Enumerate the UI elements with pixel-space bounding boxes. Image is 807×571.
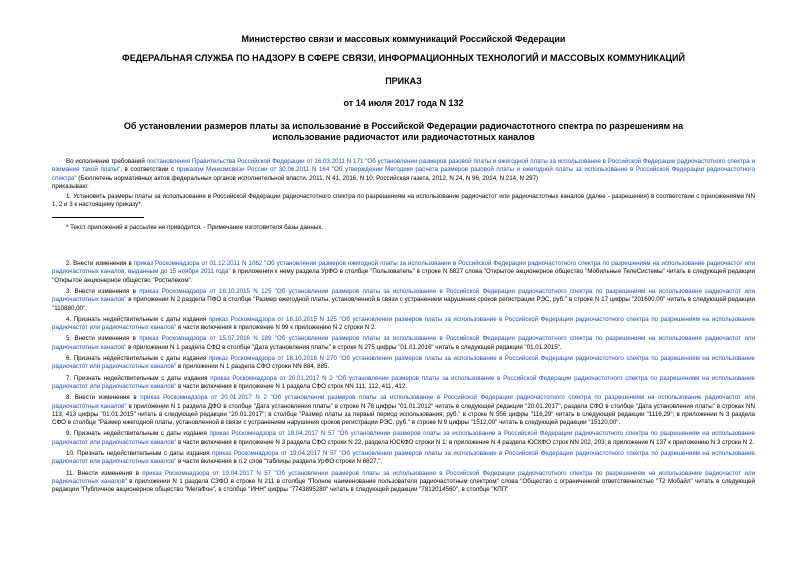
link-government-decree[interactable]: постановления Правительства Российской Федерации от 16.03.2011 N 171 "Об установлении размеров разовой платы и ежегодной платы за использование в Российской Федерации радиочастотного спектра и взимания такой платы": [52, 158, 755, 174]
item-text: в части включения в приложение N 99 к приложению N 2 строки N 2.: [176, 324, 377, 332]
order-link[interactable]: приказ Роскомнадзора от 19.04.2017 N 57 "Об установлении размеров платы за использование в Российской Федерации радиочастотного спектра по разрешениям на использование радиочастот или радиочастотных каналов": [52, 469, 756, 485]
item-text: в приложении N 1 раздела СЗФО в строке N 211 в столбце "Полное наименование пользователя радиочастотным спектром" слова "Общество с ограниченной ответственностью "Т2 Мобайл" читать в следующей редакции "Публичное акционерное общество "МегаФон", в столбце "ИНН" цифры "7743895280" читать в следующей редакции "7812014560", в столбце "КПП": [52, 477, 755, 494]
item-text: в части включения в п.2 слов "таблицы раздела УрФО строки N 6827,".: [176, 458, 383, 466]
item-text: 9. Признать недействительным с даты издания: [66, 430, 210, 438]
item-text: 10. Признать недействительным с даты издания: [66, 450, 213, 458]
document-date: от 14 июля 2017 года N 132: [343, 98, 464, 108]
document-kind: ПРИКАЗ: [385, 76, 422, 86]
list-item: [52, 430, 755, 447]
order-link[interactable]: приказ Роскомнадзора от 20.01.2017 N 2 "Об установлении размеров платы за использование в Российской Федерации радиочастотного спектра по разрешениям на использование радиочастот или радиочастотных каналов": [52, 394, 756, 410]
footnote-divider: [52, 217, 144, 218]
item-text: в приложении N 1 раздела СФО в столбце "Дата установления платы" в строке N 275 цифры "01.01.2016" читать в следующей редакции "01.01.2015".: [126, 343, 562, 351]
item-text: в приложении к нему раздела УрФО в столбце "Пользователь" в строке N 6827 слова "Открытое акционерное общество "Мобильные ТелеСистемы" читать в следующей редакции "Открытое акционерное общество "Ростелеком".: [52, 268, 755, 284]
link-ministry-order[interactable]: приказом Минкомсвязи России от 30.06.2011 N 164 "Об утверждении Методики расчета размеров разовой платы и ежегодной платы за использование в Российской Федерации радиочастотного спектра": [52, 166, 755, 182]
list-item: [52, 335, 755, 352]
list-item: [52, 450, 755, 467]
item-text: 2. Внести изменения в: [66, 260, 134, 268]
item-1: 1. Установить размеры платы за использование в Российской Федерации радиочастотного спектра по разрешениям на использование радиочастот или радиочастотных каналов (далее - разрешения) в соответствии с приложениями NN 1, 2 и 3 к настоящему приказу*.: [52, 193, 755, 209]
intro-text-a: Во исполнение требований: [66, 158, 147, 165]
item-text: 8. Внести изменения в: [66, 394, 141, 402]
list-item: [52, 260, 755, 285]
list-item: [52, 394, 755, 427]
items-list: [52, 260, 755, 494]
list-item: [52, 470, 755, 495]
intro-paragraph: [52, 158, 755, 183]
order-link[interactable]: приказ Роскомнадзора от 18.10.2016 N 270 "Об установлении размеров платы за использование в Российской Федерации радиочастотного спектра по разрешениям на использование радиочастот или радиочастотных каналов": [52, 355, 755, 371]
order-word: приказываю:: [52, 182, 89, 190]
intro-text-b: , в соответствии с: [120, 166, 177, 174]
intro-text-c: (Бюллетень нормативных актов федеральных органов исполнительной власти, 2011, N 41, 2016, N 10; Российская газета, 2012, N 24, N 96, 2014, N 214, N 297): [76, 174, 539, 182]
service-name: ФЕДЕРАЛЬНАЯ СЛУЖБА ПО НАДЗОРУ В СФЕРЕ СВЯЗИ, ИНФОРМАЦИОННЫХ ТЕХНОЛОГИЙ И МАССОВЫХ КОММУНИКАЦИЙ: [122, 53, 685, 63]
item-text: 5. Внести изменения в: [66, 335, 140, 343]
ministry-name: Министерство связи и массовых коммуникаций Российской Федерации: [241, 34, 566, 44]
item-text: 7. Признать недействительным с даты издания: [66, 374, 211, 382]
order-link[interactable]: приказ Роскомнадзора от 19.04.2017 N 57 "Об установлении размеров платы за использование в Российской Федерации радиочастотного спектра по разрешениям на использование радиочастот или радиочастотных каналов": [52, 450, 755, 466]
order-link[interactable]: приказ Роскомнадзора от 15.07.2016 N 189 "Об установлении размеров платы за использование в Российской Федерации радиочастотного спектра по разрешениям на использование радиочастот или радиочастотных каналов": [52, 335, 755, 351]
item-text: в части включения в приложение N 3 раздела СФО строки N 22, раздела ЮСКФО строки N 1; в приложение N 4 раздела ЮСКФО строк NN 202, 203; в приложение N 137 к приложению N 3 строки N 2.: [176, 438, 755, 446]
list-item: [52, 355, 755, 372]
item-text: 3. Внести изменения в: [66, 287, 140, 295]
item-text: 11. Внести изменения в: [66, 469, 143, 477]
order-link[interactable]: приказ Роскомнадзора от 16.10.2015 N 125 "Об установлении размеров платы за использование в Российской Федерации радиочастотного спектра по разрешениям на использование радиочастот или радиочастотных каналов": [52, 287, 755, 304]
order-link[interactable]: приказ Роскомнадзора от 01.12.2011 N 1062 "Об установлении размеров ежегодной платы за использование в Российской Федерации радиочастотного спектра по разрешениям на использование радиочастот или радиочастотных каналов, выданным до 15 ноября 2011 года": [52, 260, 756, 276]
item-text: 4. Признать недействительным с даты издания: [66, 315, 209, 323]
item-text: в приложении N 2 раздела ПФО в столбце "Размер ежегодной платы, установленной в связи с устранением нарушения сроков регистрации РЭС, руб." в строке N 17 цифры "201600,00" читать в следующей редакции "110880,00".: [52, 296, 756, 312]
order-link[interactable]: приказ Роскомнадзора от 19.04.2017 N 57 "Об установлении размеров платы за использование в Российской Федерации радиочастотного спектра по разрешениям на использование радиочастот или радиочастотных каналов": [52, 430, 756, 446]
footnote: * Текст приложений в рассылке не приводится. - Примечание изготовителя базы данных.: [66, 223, 324, 231]
order-link[interactable]: приказ Роскомнадзора от 20.01.2017 N 2 "Об установлении размеров платы за использование в Российской Федерации радиочастотного спектра по разрешениям на использование радиочастот или радиочастотных каналов": [52, 374, 756, 390]
order-link[interactable]: приказ Роскомнадзора от 16.10.2015 N 125 "Об установлении размеров платы за использование в Российской Федерации радиочастотного спектра по разрешениям на использование радиочастот или радиочастотных каналов": [52, 315, 755, 332]
item-text: 6. Признать недействительным с даты издания: [66, 355, 209, 363]
list-item: [52, 316, 755, 333]
item-text: в приложении N 1 раздела ДФО в столбце "Дата установления платы" в строке N 78 цифры "01.01.2012" читать в следующей редакции "20.01.2017", раздела СФО в столбце "Дата установления платы" в строках NN 113, 413 цифры "01.01.2015" читать в следующей редакции "20.01.2017"; в столбце "Размер платы за первый период использования, руб." в строке N 556 цифры "116,29" читать в следующей редакции "1116,29"; в приложении N 3 раздела СФО в столбце "Размер ежегодной платы, установленной в связи с устранением нарушения сроков регистрации РЭС, руб." в строке N 9 цифры "1512,00" читать в следующей редакции "15120,00".: [52, 402, 755, 427]
list-item: [52, 375, 755, 392]
document-title: Об установлении размеров платы за использование в Российской Федерации радиочастотного спектра по разрешениям на использование радиочастот или радиочастотных каналов: [123, 121, 684, 142]
item-text: в части включения в приложение N 1 раздела СФО строк NN 111, 112, 411, 412.: [176, 382, 407, 390]
item-text: в приложении N 1 раздела СФО строки NN 884, 885.: [176, 363, 330, 371]
list-item: [52, 288, 755, 313]
